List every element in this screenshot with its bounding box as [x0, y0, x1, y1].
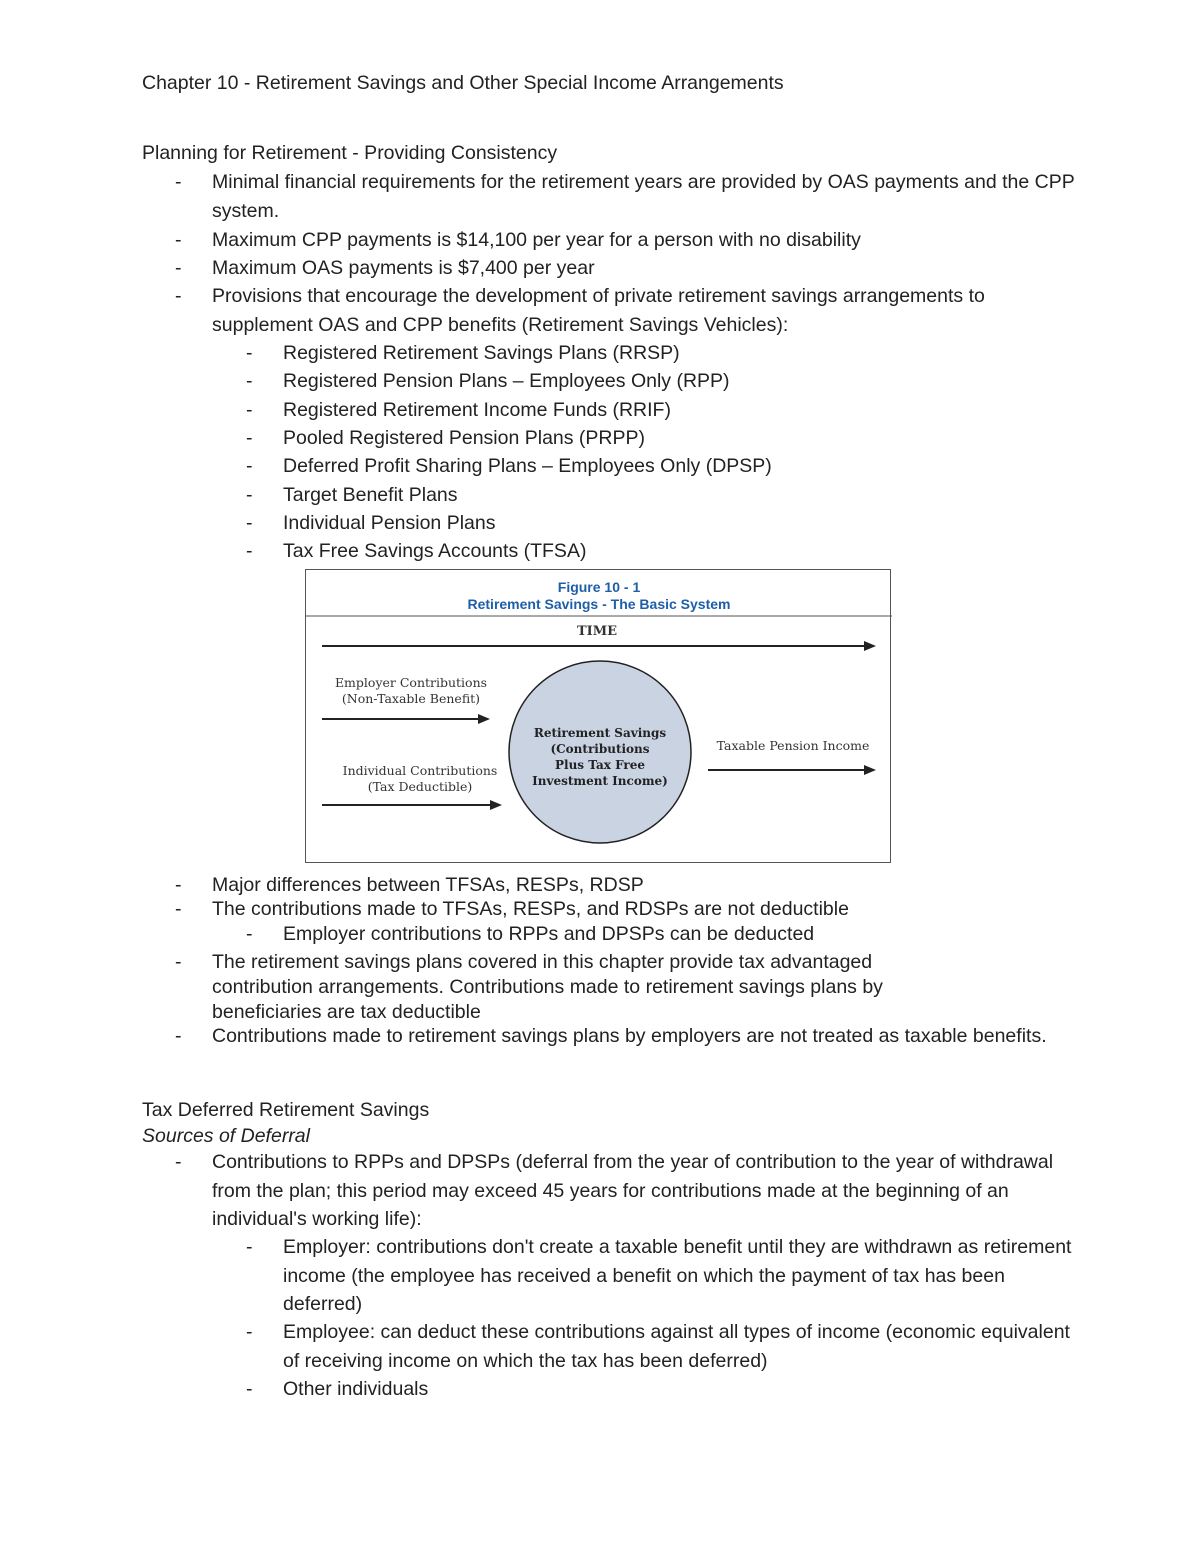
time-label: TIME	[576, 624, 618, 639]
list-item-text: Registered Pension Plans – Employees Only (RPP)	[283, 370, 730, 392]
list-item	[246, 922, 1076, 947]
time-arrow-head	[864, 641, 876, 651]
list-item	[246, 1233, 1076, 1319]
list-item-text: Individual Pension Plans	[283, 512, 496, 534]
bullet-dash: -	[246, 455, 253, 477]
list-item	[175, 950, 965, 1025]
bullet-dash: -	[246, 512, 253, 534]
list-item	[175, 873, 1075, 898]
list-item	[175, 1024, 1075, 1049]
bullet-dash: -	[175, 229, 182, 251]
section-heading-planning: Planning for Retirement - Providing Consistency	[142, 142, 558, 164]
list-item-text: Contributions made to retirement savings plans by employers are not treated as taxable benefits.	[212, 1025, 1047, 1047]
bullet-dash: -	[175, 285, 182, 307]
bullet-dash: -	[175, 898, 182, 920]
circle-text-2: (Contributions	[550, 742, 650, 756]
list-item-text: The contributions made to TFSAs, RESPs, and RDSPs are not deductible	[212, 898, 849, 920]
list-item-text: Tax Free Savings Accounts (TFSA)	[283, 540, 587, 562]
employer-arrow-head	[478, 714, 490, 724]
list-item	[246, 396, 1076, 425]
figure-number: Figure 10 - 1	[557, 579, 641, 595]
page-title: Chapter 10 - Retirement Savings and Other Special Income Arrangements	[142, 72, 784, 94]
list-item-text: Provisions that encourage the development of private retirement savings arrangements to supplement OAS and CPP benefits (Retirement Savings Vehicles):	[212, 285, 985, 336]
output-arrow-head	[864, 765, 876, 775]
bullet-dash: -	[175, 1151, 182, 1173]
list-item	[246, 1318, 1076, 1375]
bullet-dash: -	[175, 171, 182, 193]
list-item	[175, 897, 1075, 922]
list-item	[175, 226, 1075, 255]
employer-contributions-label: Employer Contributions	[334, 675, 488, 690]
list-item	[175, 168, 1075, 225]
circle-text-3: Plus Tax Free	[554, 758, 646, 772]
bullet-dash: -	[246, 1321, 253, 1343]
list-item	[246, 481, 1076, 510]
bullet-dash: -	[175, 951, 182, 973]
list-item	[246, 339, 1076, 368]
bullet-dash: -	[246, 427, 253, 449]
list-item-text: The retirement savings plans covered in this chapter provide tax advantaged contribution arrangements. Contributions made to retirement savings plans by beneficiaries are tax deductible	[212, 951, 883, 1023]
list-item-text: Maximum CPP payments is $14,100 per year for a person with no disability	[212, 229, 861, 251]
list-item	[246, 537, 1076, 566]
list-item-text: Other individuals	[283, 1378, 429, 1400]
list-item-text: Contributions to RPPs and DPSPs (deferral from the year of contribution to the year of withdrawal from the plan; this period may exceed 45 years for contributions made at the beginning of an individual's working life):	[212, 1151, 1054, 1230]
list-item-text: Employer: contributions don't create a taxable benefit until they are withdrawn as retirement income (the employee has received a benefit on which the payment of tax has been deferred)	[283, 1236, 1072, 1315]
list-item	[246, 452, 1076, 481]
individual-contributions-label: Individual Contributions	[342, 763, 498, 778]
section-heading-tax-deferred: Tax Deferred Retirement Savings	[142, 1099, 430, 1121]
list-item	[246, 509, 1076, 538]
figure-diagram	[306, 570, 892, 864]
list-item-text: Target Benefit Plans	[283, 484, 458, 506]
list-item	[175, 282, 1075, 339]
subheading-sources-of-deferral: Sources of Deferral	[142, 1125, 310, 1147]
bullet-dash: -	[246, 923, 253, 945]
figure-retirement-savings	[305, 569, 891, 863]
circle-text-1: Retirement Savings	[533, 726, 667, 740]
figure-caption: Retirement Savings - The Basic System	[467, 596, 731, 612]
individual-contributions-sub: (Tax Deductible)	[367, 779, 473, 794]
bullet-dash: -	[246, 1236, 253, 1258]
list-item-text: Employer contributions to RPPs and DPSPs can be deducted	[283, 923, 815, 945]
list-item	[246, 367, 1076, 396]
taxable-pension-income-label: Taxable Pension Income	[716, 738, 870, 753]
circle-text-4: Investment Income)	[532, 774, 668, 788]
bullet-dash: -	[175, 1025, 182, 1047]
bullet-dash: -	[175, 874, 182, 896]
bullet-dash: -	[246, 1378, 253, 1400]
bullet-dash: -	[246, 399, 253, 421]
list-item	[246, 424, 1076, 453]
list-item	[246, 1375, 1076, 1404]
employer-contributions-sub: (Non-Taxable Benefit)	[341, 691, 481, 706]
bullet-dash: -	[175, 257, 182, 279]
list-item	[175, 1148, 1075, 1234]
bullet-dash: -	[246, 342, 253, 364]
list-item-text: Registered Retirement Savings Plans (RRSP)	[283, 342, 680, 364]
list-item-text: Registered Retirement Income Funds (RRIF)	[283, 399, 671, 421]
list-item-text: Maximum OAS payments is $7,400 per year	[212, 257, 595, 279]
list-item-text: Deferred Profit Sharing Plans – Employees Only (DPSP)	[283, 455, 772, 477]
list-item-text: Minimal financial requirements for the retirement years are provided by OAS payments and the CPP system.	[212, 171, 1075, 222]
bullet-dash: -	[246, 370, 253, 392]
bullet-dash: -	[246, 484, 253, 506]
list-item	[175, 254, 1075, 283]
list-item-text: Employee: can deduct these contributions against all types of income (economic equivalent of receiving income on which the tax has been deferred)	[283, 1321, 1070, 1372]
bullet-dash: -	[246, 540, 253, 562]
individual-arrow-head	[490, 800, 502, 810]
list-item-text: Pooled Registered Pension Plans (PRPP)	[283, 427, 646, 449]
list-item-text: Major differences between TFSAs, RESPs, RDSP	[212, 874, 644, 896]
